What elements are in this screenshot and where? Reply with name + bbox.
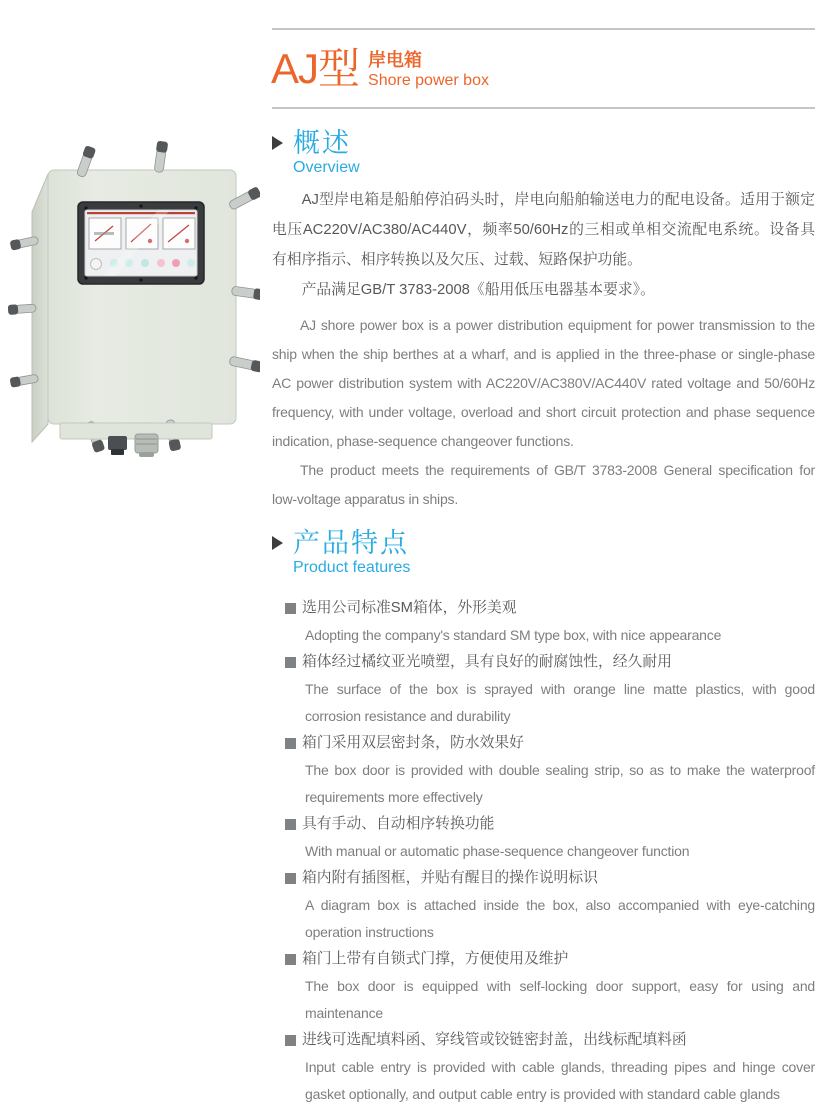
feature-desc-en: With manual or automatic phase-sequence changeover function — [305, 843, 690, 859]
square-bullet-icon — [285, 738, 296, 749]
overview-en-paragraph: The product meets the requirements of GB/T 3783-2008 General specification for low-voltage apparatus in ships. — [272, 462, 815, 507]
feature-desc-en: The box door is provided with double sealing strip, so as to make the waterproof requirements more effectively — [305, 762, 815, 805]
feature-desc-en: Adopting the company's standard SM type box, with nice appearance — [305, 627, 722, 643]
triangle-right-icon — [272, 136, 283, 150]
triangle-right-icon — [272, 536, 283, 550]
overview-heading — [272, 128, 815, 177]
cable-gland-metal — [135, 434, 158, 457]
feature-item — [285, 595, 815, 649]
shore-power-box-illustration — [8, 140, 260, 462]
feature-desc-en: Input cable entry is provided with cable glands, threading pipes and hinge cover gasket optionally, and output cable entry is provided with standard cable glands — [305, 1059, 815, 1102]
features-heading — [272, 528, 815, 577]
feature-item — [285, 811, 815, 865]
feature-title-cn: 箱体经过橘纹亚光喷塑，具有良好的耐腐蚀性，经久耐用 — [302, 654, 672, 670]
overview-english-text — [272, 311, 815, 514]
feature-title-cn: 选用公司标准SM箱体，外形美观 — [302, 600, 517, 616]
square-bullet-icon — [285, 657, 296, 668]
divider-top — [272, 28, 815, 30]
square-bullet-icon — [285, 1035, 296, 1046]
feature-title-cn: 具有手动、自动相序转换功能 — [302, 816, 495, 832]
feature-desc-en: The box door is equipped with self-locking door support, easy for using and maintenance — [305, 978, 815, 1021]
feature-item — [285, 865, 815, 946]
square-bullet-icon — [285, 603, 296, 614]
overview-chinese-text — [272, 185, 815, 305]
product-header — [271, 46, 489, 92]
features-list — [272, 595, 815, 1108]
features-title-en: Product features — [293, 559, 411, 576]
overview-en-paragraph: AJ shore power box is a power distribution equipment for power transmission to the ship when the ship berthes at a wharf, and is applied in the three-phase or single-phase AC power distribution system with AC220V/AC380V/AC440V rated voltage and 50/60Hz frequency, with under voltage, overload and short circuit protection and phase sequence indication, phase-sequence changeover functions. — [272, 317, 815, 449]
square-bullet-icon — [285, 819, 296, 830]
analog-meter-1 — [89, 218, 121, 249]
feature-desc-en: A diagram box is attached inside the box, also accompanied with eye-catching operation instructions — [305, 897, 815, 940]
features-title-cn: 产品特点 — [293, 528, 409, 558]
feature-item — [285, 649, 815, 730]
overview-title-cn: 概述 — [293, 128, 351, 158]
product-name-cn: 岸电箱 — [368, 50, 423, 70]
feature-title-cn: 进线可选配填料函、穿线管或铰链密封盖，出线标配填料函 — [302, 1032, 687, 1048]
product-photo — [8, 140, 260, 462]
overview-cn-paragraph: 产品满足GB/T 3783-2008《船用低压电器基本要求》。 — [301, 282, 655, 298]
feature-title-cn: 箱门采用双层密封条，防水效果好 — [302, 735, 524, 751]
meter-panel — [78, 202, 204, 284]
feature-item — [285, 1027, 815, 1108]
feature-desc-en: The surface of the box is sprayed with orange line matte plastics, with good corrosion resistance and durability — [305, 681, 815, 724]
product-name-block — [368, 46, 489, 91]
square-bullet-icon — [285, 873, 296, 884]
analog-meter-3 — [163, 218, 195, 249]
cable-gland-dark — [108, 436, 127, 455]
feature-title-cn: 箱内附有插图框，并贴有醒目的操作说明标识 — [302, 870, 598, 886]
content-column — [272, 109, 815, 1108]
feature-title-cn: 箱门上带有自锁式门撑，方便使用及维护 — [302, 951, 569, 967]
panel-red-strip — [87, 212, 195, 214]
product-model: AJ型 — [271, 45, 360, 92]
features-section — [272, 528, 815, 1108]
overview-title-en: Overview — [293, 159, 360, 176]
feature-item — [285, 946, 815, 1027]
overview-cn-paragraph: AJ型岸电箱是船舶停泊码头时，岸电向船舶输送电力的配电设备。适用于额定电压AC220V/AC380/AC440V，频率50/60Hz的三相或单相交流配电系统。设备具有相序指示、相序转换以及欠压、过载、短路保护功能。 — [272, 192, 815, 268]
product-name-en: Shore power box — [368, 72, 489, 89]
feature-item — [285, 730, 815, 811]
overview-section — [272, 128, 815, 514]
square-bullet-icon — [285, 954, 296, 965]
